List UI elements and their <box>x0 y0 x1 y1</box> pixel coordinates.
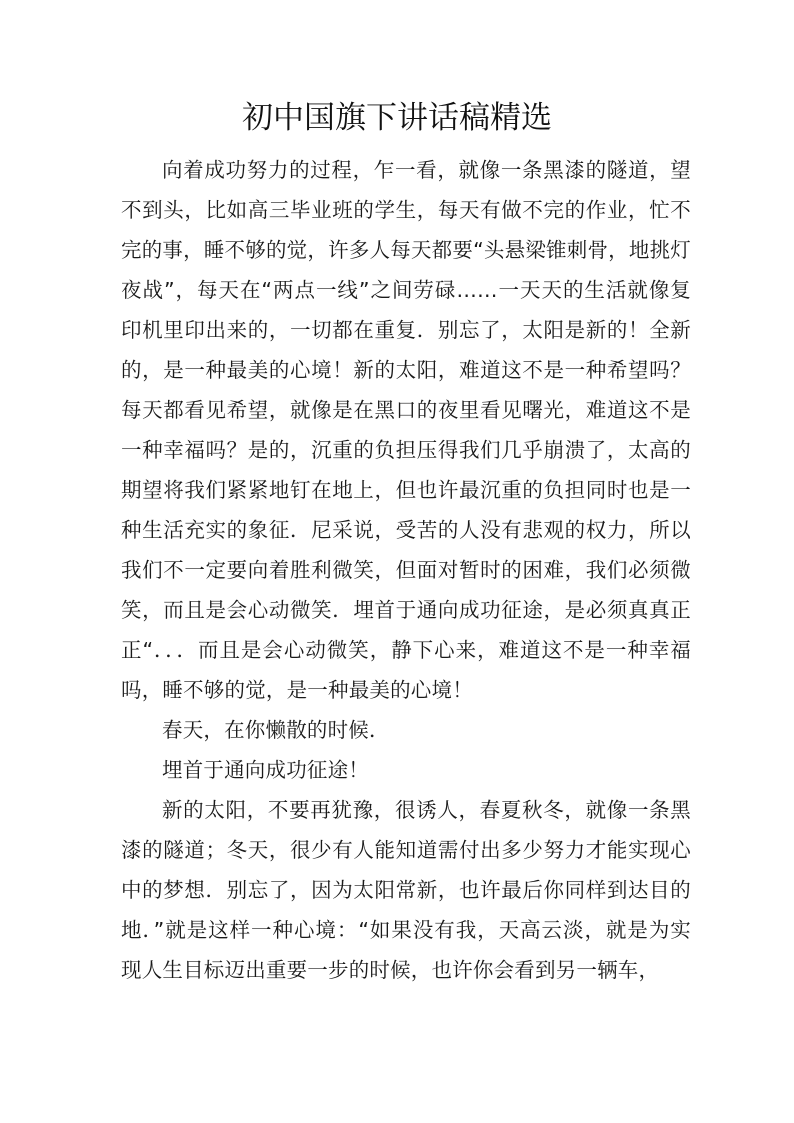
paragraph: 新的太阳，不要再犹豫，很诱人，春夏秋冬，就像一条黑漆的隧道；冬天，很少有人能知道需付出多少努力才能实现心中的梦想．别忘了，因为太阳常新，也许最后你同样到达目的地．”就是这样一种心境：“如果没有我，天高云淡，就是为实现人生目标迈出重要一步的时候，也许你会看到另一辆车， <box>121 798 691 982</box>
paragraph: 埋首于通向成功征途！ <box>162 758 369 782</box>
document-title: 初中国旗下讲话稿精选 <box>242 100 552 136</box>
paragraph: 向着成功努力的过程，乍一看，就像一条黑漆的隧道，望不到头，比如高三毕业班的学生，每天有做不完的作业，忙不完的事，睡不够的觉，许多人每天都要“头悬梁锥刺骨，地挑灯夜战”，每天在“两点一线”之间劳碌……一天天的生活就像复印机里印出来的，一切都在重复．别忘了，太阳是新的！全新的，是一种最美的心境！新的太阳，难道这不是一种希望吗？每天都看见希望，就像是在黑口的夜里看见曙光，难道这不是一种幸福吗？是的，沉重的负担压得我们几乎崩溃了，太高的期望将我们紧紧地钉在地上，但也许最沉重的负担同时也是一种生活充实的象征．尼采说，受苦的人没有悲观的权力，所以我们不一定要向着胜利微笑，但面对暂时的困难，我们必须微笑，而且是会心动微笑．埋首于通向成功征途，是必须真真正正“．．．而且是会心动微笑，静下心来，难道这不是一种幸福吗，睡不够的觉，是一种最美的心境！ <box>121 158 691 702</box>
paragraph: 春天，在你懒散的时候． <box>162 718 390 742</box>
document-body <box>121 150 691 990</box>
